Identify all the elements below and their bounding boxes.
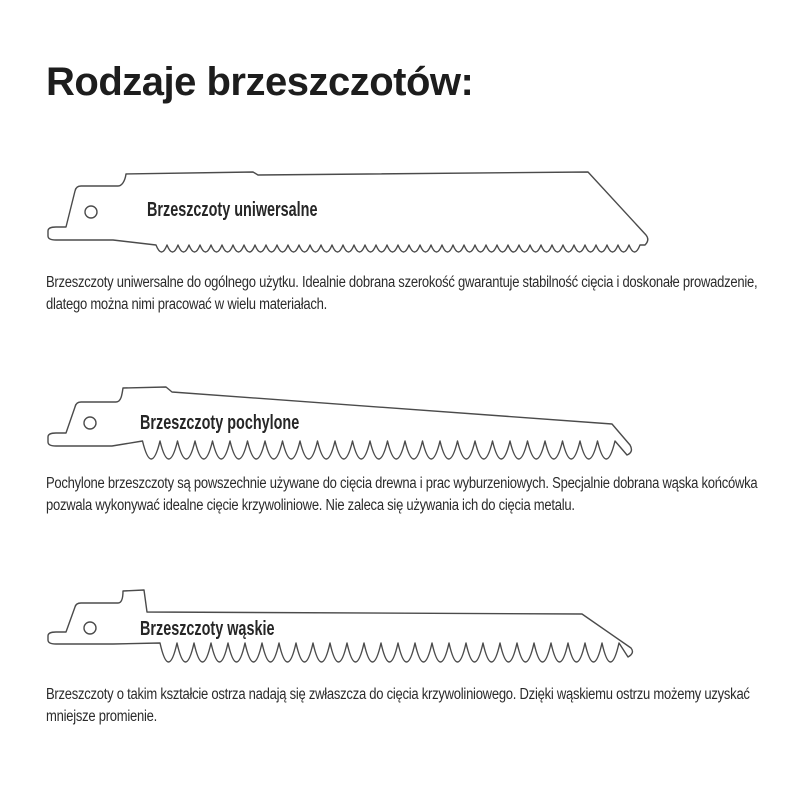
blade-description: Pochylone brzeszczoty są powszechnie używane do cięcia drewna i prac wyburzeniowych. Specjalnie dobrana wąska końcówka pozwala wykonywać idealne cięcie krzywoliniowe. Nie zaleca się używania ich do cięcia metalu. bbox=[46, 475, 758, 514]
blade-label: Brzeszczoty pochylone bbox=[140, 412, 300, 434]
blade-description: Brzeszczoty o takim kształcie ostrza nadają się zwłaszcza do cięcia krzywoliniowego. Dzięki wąskiemu ostrzu możemy uzyskać mniejsze promienie. bbox=[46, 686, 750, 725]
blade-label: Brzeszczoty uniwersalne bbox=[147, 199, 318, 221]
mounting-hole bbox=[84, 622, 96, 634]
mounting-hole bbox=[84, 417, 96, 429]
inclined-blade-illustration bbox=[0, 375, 800, 480]
universal-blade-illustration bbox=[0, 160, 800, 265]
narrow-blade-illustration bbox=[0, 580, 800, 685]
blade-outline bbox=[48, 172, 648, 252]
page-title: Rodzaje brzeszczotów: bbox=[46, 60, 474, 104]
blade-outline bbox=[48, 590, 632, 662]
blade-outline bbox=[48, 387, 631, 459]
blade-label: Brzeszczoty wąskie bbox=[140, 618, 275, 640]
blade-description: Brzeszczoty uniwersalne do ogólnego użytku. Idealnie dobrana szerokość gwarantuje stabilność cięcia i doskonałe prowadzenie, dlatego można nimi pracować w wielu materiałach. bbox=[46, 274, 758, 313]
mounting-hole bbox=[85, 206, 97, 218]
